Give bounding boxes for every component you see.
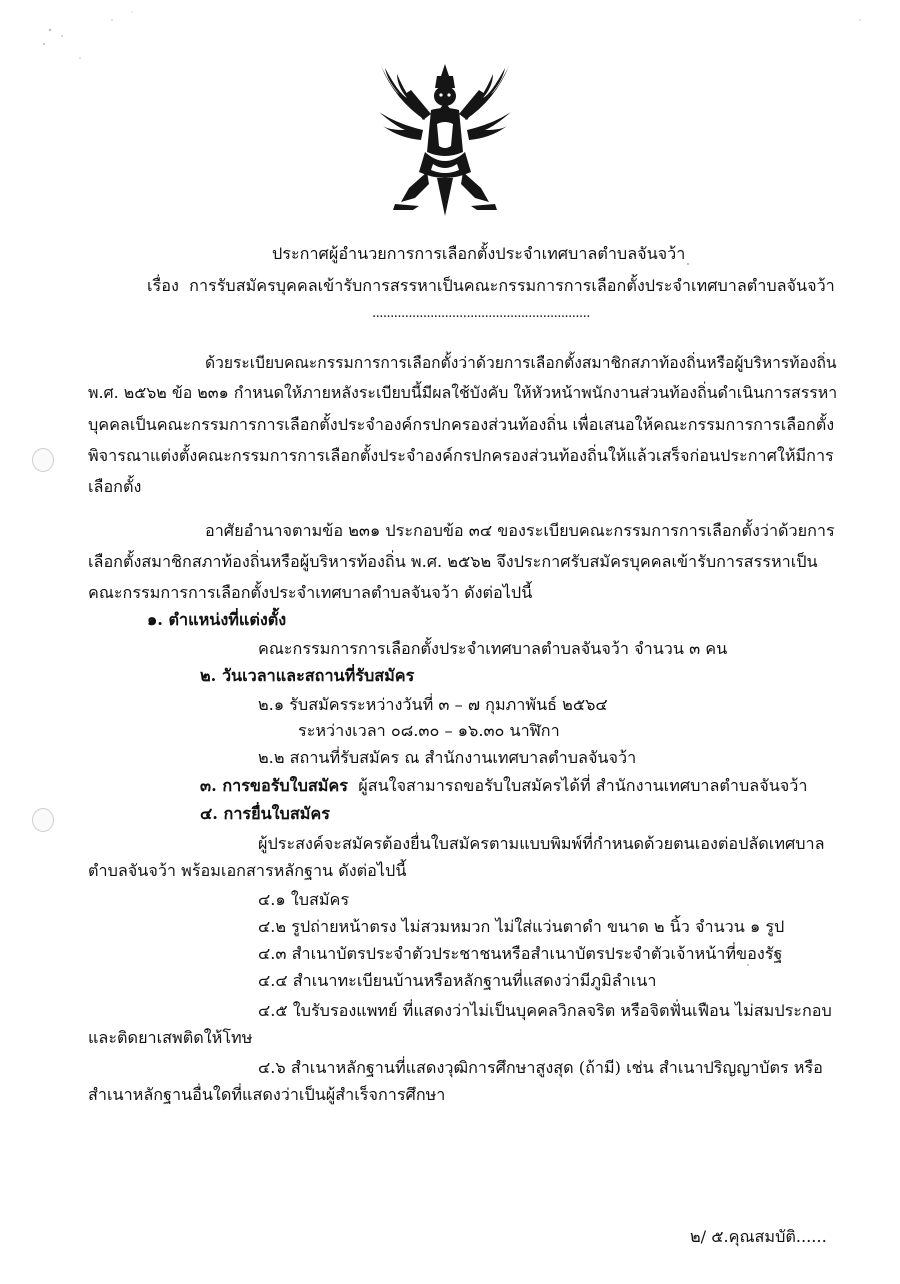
intro-line: บุคคลเป็นคณะกรรมการการเลือกตั้งประจำองค์กรปกครองส่วนท้องถิ่น เพื่อเสนอให้คณะกรรมการการเลือกตั้ง (88, 415, 835, 434)
section4-item: ๔.๔ สำเนาทะเบียนบ้านหรือหลักฐานที่แสดงว่ามีภูมิลำเนา (258, 971, 657, 990)
section2-item1-time: ระหว่างเวลา ๐๘.๓๐ – ๑๖.๓๐ นาฬิกา (298, 721, 560, 740)
intro-line: พ.ศ. ๒๕๖๒ ข้อ ๒๓๑ กำหนดให้ภายหลังระเบียบนี้มีผลใช้บังคับ ให้หัวหน้าพนักงานส่วนท้องถิ่นดำเนินการสรรหา (88, 383, 838, 402)
authority-line: เลือกตั้งสมาชิกสภาท้องถิ่นหรือผู้บริหารท้องถิ่น พ.ศ. ๒๕๖๒ จึงประกาศรับสมัครบุคคลเข้ารับการสรรหาเป็น (88, 552, 818, 571)
section2-item2: ๒.๒ สถานที่รับสมัคร ณ สำนักงานเทศบาลตำบลจันจว้า (258, 748, 637, 767)
section3-heading: ๓. การขอรับใบสมัคร (200, 776, 348, 795)
punch-hole-top (32, 448, 54, 472)
section4-item: ๔.๕ ใบรับรองแพทย์ ที่แสดงว่าไม่เป็นบุคคลวิกลจริต หรือจิตฟั่นเฟือน ไม่สมประกอบ (258, 1001, 832, 1020)
authority-line: คณะกรรมการการเลือกตั้งประจำเทศบาลตำบลจันจว้า ดังต่อไปนี้ (88, 583, 533, 602)
section1-heading: ๑. ตำแหน่งที่แต่งตั้ง (147, 610, 287, 629)
section4-item: ๔.๖ สำเนาหลักฐานที่แสดงวุฒิการศึกษาสูงสุด (ถ้ามี) เช่น สำเนาปริญญาบัตร หรือ (258, 1058, 823, 1077)
subject-label: เรื่อง (147, 276, 179, 295)
announcement-title: ประกาศผู้อำนวยการการเลือกตั้งประจำเทศบาลตำบลจันจว้า (272, 244, 686, 263)
section2-item1: ๒.๑ รับสมัครระหว่างวันที่ ๓ – ๗ กุมภาพันธ์ ๒๕๖๔ (258, 695, 608, 714)
intro-line: พิจารณาแต่งตั้งคณะกรรมการการเลือกตั้งประจำองค์กรปกครองส่วนท้องถิ่นให้แล้วเสร็จก่อนประกาศให้มีการ (88, 446, 834, 465)
section4-heading: ๔. การยื่นใบสมัคร (200, 804, 330, 823)
section4-item: สำเนาหลักฐานอื่นใดที่แสดงว่าเป็นผู้สำเร็จการศึกษา (88, 1085, 446, 1104)
section4-item: ๔.๒ รูปถ่ายหน้าตรง ไม่สวมหมวก ไม่ใส่แว่นตาดำ ขนาด ๒ นิ้ว จำนวน ๑ รูป (258, 917, 785, 936)
section4-intro-line: ตำบลจันจว้า พร้อมเอกสารหลักฐาน ดังต่อไปนี้ (88, 861, 407, 880)
authority-line: อาศัยอำนาจตามข้อ ๒๓๑ ประกอบข้อ ๓๔ ของระเบียบคณะกรรมการการเลือกตั้งว่าด้วยการ (205, 521, 835, 540)
header-separator: ............................................................ (372, 306, 590, 321)
section2-heading: ๒. วันเวลาและสถานที่รับสมัคร (200, 666, 415, 685)
subject-text: การรับสมัครบุคคลเข้ารับการสรรหาเป็นคณะกรรมการการเลือกตั้งประจำเทศบาลตำบลจันจว้า (189, 276, 835, 295)
garuda-emblem (375, 60, 515, 220)
section3-text: ผู้สนใจสามารถขอรับใบสมัครได้ที่ สำนักงานเทศบาลตำบลจันจว้า (358, 776, 808, 795)
section4-item: และติดยาเสพติดให้โทษ (88, 1028, 253, 1047)
section3-line (200, 773, 807, 799)
continuation-marker: ๒/ ๕.คุณสมบัติ...... (690, 1227, 827, 1246)
section4-item: ๔.๓ สำเนาบัตรประจำตัวประชาชนหรือสำเนาบัตรประจำตัวเจ้าหน้าที่ของรัฐ (258, 944, 783, 963)
intro-line: เลือกตั้ง (88, 477, 142, 496)
punch-hole-bottom (32, 808, 54, 832)
section1-text: คณะกรรมการการเลือกตั้งประจำเทศบาลตำบลจันจว้า จำนวน ๓ คน (258, 639, 728, 658)
section4-item: ๔.๑ ใบสมัคร (258, 890, 350, 909)
subject-line (147, 273, 835, 299)
intro-line: ด้วยระเบียบคณะกรรมการการเลือกตั้งว่าด้วยการเลือกตั้งสมาชิกสภาท้องถิ่นหรือผู้บริหารท้องถิ่น (205, 354, 837, 372)
section4-intro-line: ผู้ประสงค์จะสมัครต้องยื่นใบสมัครตามแบบพิมพ์ที่กำหนดด้วยตนเองต่อปลัดเทศบาล (258, 834, 825, 853)
